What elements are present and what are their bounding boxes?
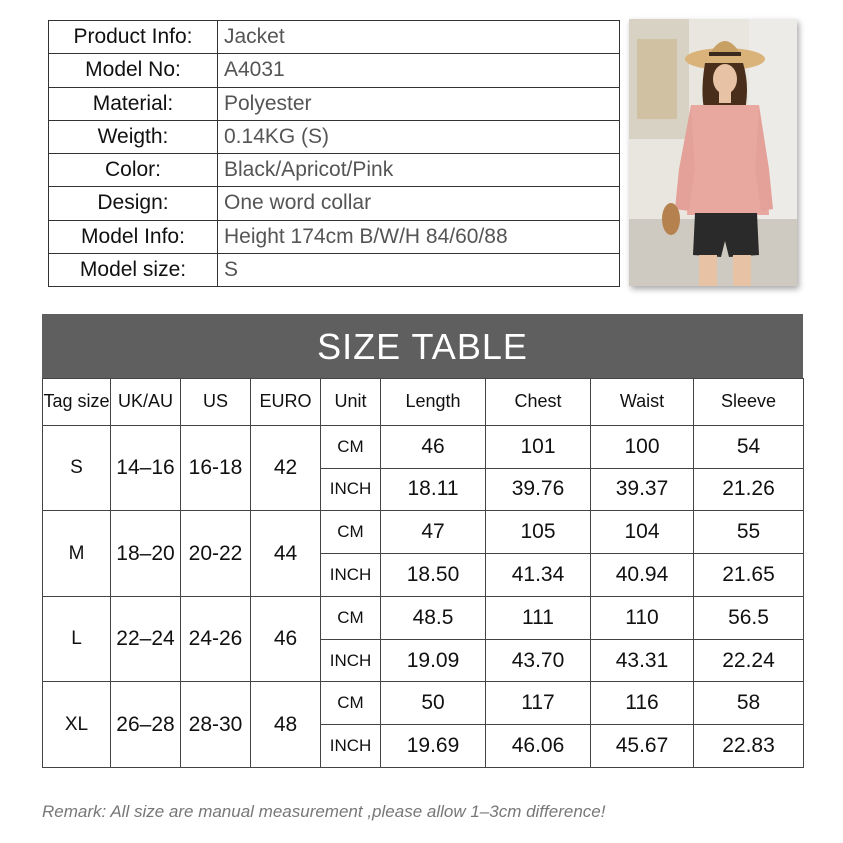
info-label: Weigth: [49, 120, 218, 153]
chest-cell: 105 [486, 511, 591, 554]
length-cell: 47 [381, 511, 486, 554]
euro-cell: 44 [251, 511, 321, 597]
waist-cell: 116 [591, 682, 694, 725]
us-cell: 20-22 [181, 511, 251, 597]
info-value: Height 174cm B/W/H 84/60/88 [218, 220, 620, 253]
chest-cell: 41.34 [486, 554, 591, 597]
info-value: One word collar [218, 187, 620, 220]
info-value: S [218, 253, 620, 286]
header-cell: Length [381, 379, 486, 426]
uk-cell: 18–20 [111, 511, 181, 597]
length-cell: 18.50 [381, 554, 486, 597]
header-cell: Waist [591, 379, 694, 426]
unit-cell: INCH [321, 725, 381, 768]
header-cell: US [181, 379, 251, 426]
model-photo [629, 19, 797, 286]
info-value: A4031 [218, 54, 620, 87]
model-photo-illustration [629, 19, 797, 286]
tag-size-cell: S [43, 425, 111, 511]
chest-cell: 39.76 [486, 468, 591, 511]
unit-cell: INCH [321, 639, 381, 682]
info-row-design [49, 187, 620, 220]
length-cell: 48.5 [381, 596, 486, 639]
size-table [42, 378, 804, 768]
table-row [43, 511, 804, 554]
tag-size-cell: M [43, 511, 111, 597]
info-label: Color: [49, 154, 218, 187]
info-label: Material: [49, 87, 218, 120]
table-row [43, 425, 804, 468]
header-cell: UK/AU [111, 379, 181, 426]
info-value: Jacket [218, 21, 620, 54]
length-cell: 50 [381, 682, 486, 725]
waist-cell: 40.94 [591, 554, 694, 597]
info-label: Design: [49, 187, 218, 220]
uk-cell: 26–28 [111, 682, 181, 768]
us-cell: 16-18 [181, 425, 251, 511]
chest-cell: 111 [486, 596, 591, 639]
chest-cell: 43.70 [486, 639, 591, 682]
length-cell: 18.11 [381, 468, 486, 511]
unit-cell: CM [321, 425, 381, 468]
info-label: Model No: [49, 54, 218, 87]
length-cell: 19.69 [381, 725, 486, 768]
euro-cell: 42 [251, 425, 321, 511]
uk-cell: 22–24 [111, 596, 181, 682]
tag-size-cell: L [43, 596, 111, 682]
info-label: Product Info: [49, 21, 218, 54]
sleeve-cell: 22.24 [694, 639, 804, 682]
info-value: Polyester [218, 87, 620, 120]
us-cell: 28-30 [181, 682, 251, 768]
unit-cell: INCH [321, 468, 381, 511]
info-label: Model size: [49, 253, 218, 286]
header-cell: Unit [321, 379, 381, 426]
waist-cell: 104 [591, 511, 694, 554]
us-cell: 24-26 [181, 596, 251, 682]
info-row-material [49, 87, 620, 120]
waist-cell: 45.67 [591, 725, 694, 768]
product-info-table [48, 20, 620, 287]
unit-cell: CM [321, 511, 381, 554]
sleeve-cell: 21.65 [694, 554, 804, 597]
euro-cell: 48 [251, 682, 321, 768]
euro-cell: 46 [251, 596, 321, 682]
waist-cell: 43.31 [591, 639, 694, 682]
waist-cell: 100 [591, 425, 694, 468]
table-row [43, 596, 804, 639]
length-cell: 19.09 [381, 639, 486, 682]
info-label: Model Info: [49, 220, 218, 253]
unit-cell: CM [321, 682, 381, 725]
header-cell: Chest [486, 379, 591, 426]
waist-cell: 110 [591, 596, 694, 639]
waist-cell: 39.37 [591, 468, 694, 511]
info-row-model-size [49, 253, 620, 286]
chest-cell: 46.06 [486, 725, 591, 768]
size-table-header [43, 379, 804, 426]
info-row-weight [49, 120, 620, 153]
unit-cell: INCH [321, 554, 381, 597]
header-cell: EURO [251, 379, 321, 426]
sleeve-cell: 21.26 [694, 468, 804, 511]
sleeve-cell: 58 [694, 682, 804, 725]
size-table-title: SIZE TABLE [42, 314, 803, 378]
info-value: 0.14KG (S) [218, 120, 620, 153]
info-row-model-info [49, 220, 620, 253]
info-row-color [49, 154, 620, 187]
chest-cell: 101 [486, 425, 591, 468]
sleeve-cell: 55 [694, 511, 804, 554]
info-row-model-no [49, 54, 620, 87]
info-value: Black/Apricot/Pink [218, 154, 620, 187]
uk-cell: 14–16 [111, 425, 181, 511]
length-cell: 46 [381, 425, 486, 468]
chest-cell: 117 [486, 682, 591, 725]
info-row-product [49, 21, 620, 54]
remark-note: Remark: All size are manual measurement ,please allow 1–3cm difference! [42, 802, 606, 821]
header-cell: Tag size [43, 379, 111, 426]
sleeve-cell: 22.83 [694, 725, 804, 768]
unit-cell: CM [321, 596, 381, 639]
tag-size-cell: XL [43, 682, 111, 768]
sleeve-cell: 54 [694, 425, 804, 468]
sleeve-cell: 56.5 [694, 596, 804, 639]
header-cell: Sleeve [694, 379, 804, 426]
table-row [43, 682, 804, 725]
